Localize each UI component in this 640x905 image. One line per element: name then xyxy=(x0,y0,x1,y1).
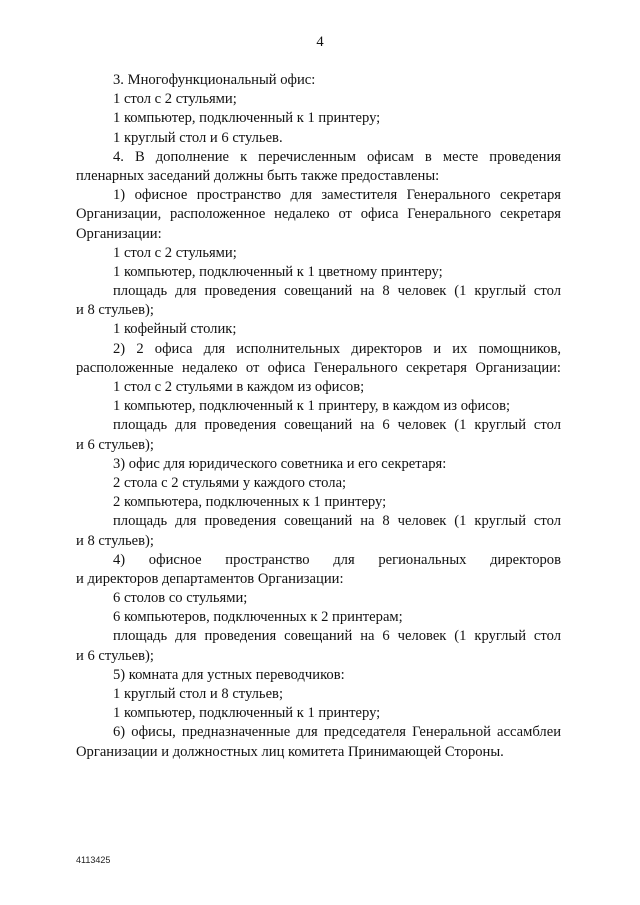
text-line: 1 компьютер, подключенный к 1 принтеру; xyxy=(113,705,381,722)
text-line: Организации, расположенное недалеко от офиса Генерального секретаря xyxy=(76,206,561,223)
text-line: и 8 стульев); xyxy=(76,302,154,319)
text-line: 6) офисы, предназначенные для председателя Генеральной ассамблеи xyxy=(113,724,561,741)
text-line: 4. В дополнение к перечисленным офисам в месте проведения xyxy=(113,148,561,165)
text-line: 5) комната для устных переводчиков: xyxy=(113,666,345,683)
text-line: 2) 2 офиса для исполнительных директоров и их помощников, xyxy=(113,340,561,357)
text-line: площадь для проведения совещаний на 6 человек (1 круглый стол xyxy=(113,417,561,434)
text-line: 1 компьютер, подключенный к 1 принтеру, в каждом из офисов; xyxy=(113,398,511,415)
text-line: и 6 стульев); xyxy=(76,436,154,453)
text-line: и директоров департаментов Организации: xyxy=(76,570,344,587)
text-line: Организации и должностных лиц комитета Принимающей Стороны. xyxy=(76,743,504,760)
text-line: 1 стол с 2 стульями; xyxy=(113,244,237,261)
document-body xyxy=(76,71,561,762)
text-line: пленарных заседаний должны быть также предоставлены: xyxy=(76,167,440,184)
page-number: 4 xyxy=(316,34,324,50)
text-line: 2 стола с 2 стульями у каждого стола; xyxy=(113,474,347,491)
text-line: 1 стол с 2 стульями; xyxy=(113,91,237,108)
text-line: и 8 стульев); xyxy=(76,532,154,549)
text-line: площадь для проведения совещаний на 6 человек (1 круглый стол xyxy=(113,628,561,645)
text-line: 4) офисное пространство для региональных директоров xyxy=(113,551,561,568)
text-line: и 6 стульев); xyxy=(76,647,154,664)
text-line: 3. Многофункциональный офис: xyxy=(113,72,316,88)
text-line: 6 компьютеров, подключенных к 2 принтерам; xyxy=(113,609,403,626)
text-line: 1 круглый стол и 8 стульев; xyxy=(113,686,284,702)
text-line: 3) офис для юридического советника и его секретаря: xyxy=(113,455,447,472)
text-line: расположенные недалеко от офиса Генерального секретаря Организации: xyxy=(76,359,561,376)
document-code: 4113425 xyxy=(76,855,111,865)
text-line: площадь для проведения совещаний на 8 человек (1 круглый стол xyxy=(113,513,561,530)
text-line: Организации: xyxy=(76,225,162,242)
text-line: 2 компьютера, подключенных к 1 принтеру; xyxy=(113,494,387,511)
text-line: площадь для проведения совещаний на 8 человек (1 круглый стол xyxy=(113,283,561,300)
text-line: 1 круглый стол и 6 стульев. xyxy=(113,129,283,146)
text-line: 1 кофейный столик; xyxy=(113,321,237,338)
text-line: 1 компьютер, подключенный к 1 принтеру; xyxy=(113,110,381,127)
text-line: 1 компьютер, подключенный к 1 цветному принтеру; xyxy=(113,263,443,280)
text-line: 6 столов со стульями; xyxy=(113,590,248,607)
text-line: 1 стол с 2 стульями в каждом из офисов; xyxy=(113,379,365,395)
text-line: 1) офисное пространство для заместителя Генерального секретаря xyxy=(113,187,561,204)
